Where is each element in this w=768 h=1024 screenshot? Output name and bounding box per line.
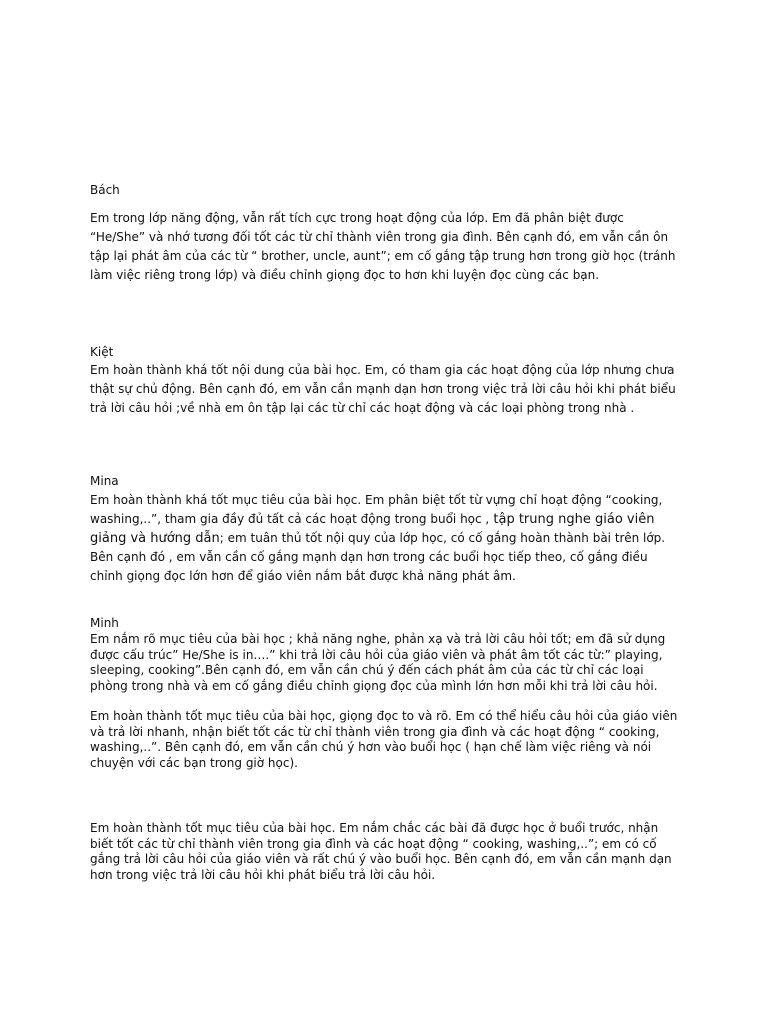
comment-unnamed: Em hoàn thành tốt mục tiêu của bài học. Em nắm chắc các bài đã được học ở buổi trước, nhận biết tốt các từ chỉ thành viên trong gia đình và các hoạt động “ cooking, washing,..”; em có cố gắng trả lời câu hỏi của giáo viên và rất chú ý vào buổi học. Bên cạnh đó, em vẫn cần mạnh dạn hơn trong việc trả lời câu hỏi khi phát biểu trả lời câu hỏi. xyxy=(90,821,672,882)
comment-mina-part-2: tập trung nghe giáo viên giảng và hướng dẫn xyxy=(90,512,655,546)
student-name-minh: Minh xyxy=(90,616,119,630)
comment-minh-2: Em hoàn thành tốt mục tiêu của bài học, giọng đọc to và rõ. Em có thể hiểu câu hỏi của giáo viên và trả lời nhanh, nhận biết tốt các từ chỉ thành viên trong gia đình và các hoạt động “ cooking, washing,..”. Bên cạnh đó, em vẫn cần chú ý hơn vào buổi học ( hạn chế làm việc riêng và nói chuyện với các bạn trong giờ học). xyxy=(90,709,678,770)
comment-mina-part-3: ; em tuân thủ tốt nội quy của lớp học, có cố gắng hoàn thành bài trên lớp. Bên cạnh đó , em vẫn cần cố gắng mạnh dạn hơn trong các buổi học tiếp theo, cố gắng điều chỉnh giọng đọc lớn hơn để giáo viên nắm bắt được khả năng phát âm. xyxy=(90,531,666,583)
comment-mina-part-1: Em hoàn thành khá tốt mục tiêu của bài học. Em phân biệt tốt từ vựng chỉ hoạt động “cooking, washing,..”, tham gia đầy đủ tất cả các hoạt động trong buổi học , xyxy=(90,493,663,526)
comment-kiet: Em hoàn thành khá tốt nội dung của bài học. Em, có tham gia các hoạt động của lớp nhưng chưa thật sự chủ động. Bên cạnh đó, em vẫn cần mạnh dạn hơn trong việc trả lời câu hỏi khi phát biểu trả lời câu hỏi ;về nhà em ôn tập lại các từ chỉ các hoạt động và các loại phòng trong nhà . xyxy=(90,363,676,415)
student-name-bach: Bách xyxy=(90,183,120,197)
student-name-mina: Mina xyxy=(90,474,119,488)
student-name-kiet: Kiệt xyxy=(90,345,114,359)
comment-minh-1: Em nắm rõ mục tiêu của bài học ; khả năng nghe, phản xạ và trả lời câu hỏi tốt; em đã sử dụng được cấu trúc” He/She is in….” khi trả lời câu hỏi của giáo viên và phát âm tốt các từ:” playing, sleeping, cooking”.Bên cạnh đó, em vẫn cần chú ý đến cách phát âm của các từ chỉ các loại phòng trong nhà và em cố gắng điều chỉnh giọng đọc của mình lớn hơn mỗi khi trả lời câu hỏi. xyxy=(90,632,666,693)
comment-bach: Em trong lớp năng động, vẫn rất tích cực trong hoạt động của lớp. Em đã phân biệt được “He/She” và nhớ tương đối tốt các từ chỉ thành viên trong gia đình. Bên cạnh đó, em vẫn cần ôn tập lại phát âm của các từ “ brother, uncle, aunt”; em cố gắng tập trung hơn trong giờ học (tránh làm việc riêng trong lớp) và điều chỉnh giọng đọc to hơn khi luyện đọc cùng các bạn. xyxy=(90,211,676,282)
comment-mina xyxy=(90,491,682,586)
